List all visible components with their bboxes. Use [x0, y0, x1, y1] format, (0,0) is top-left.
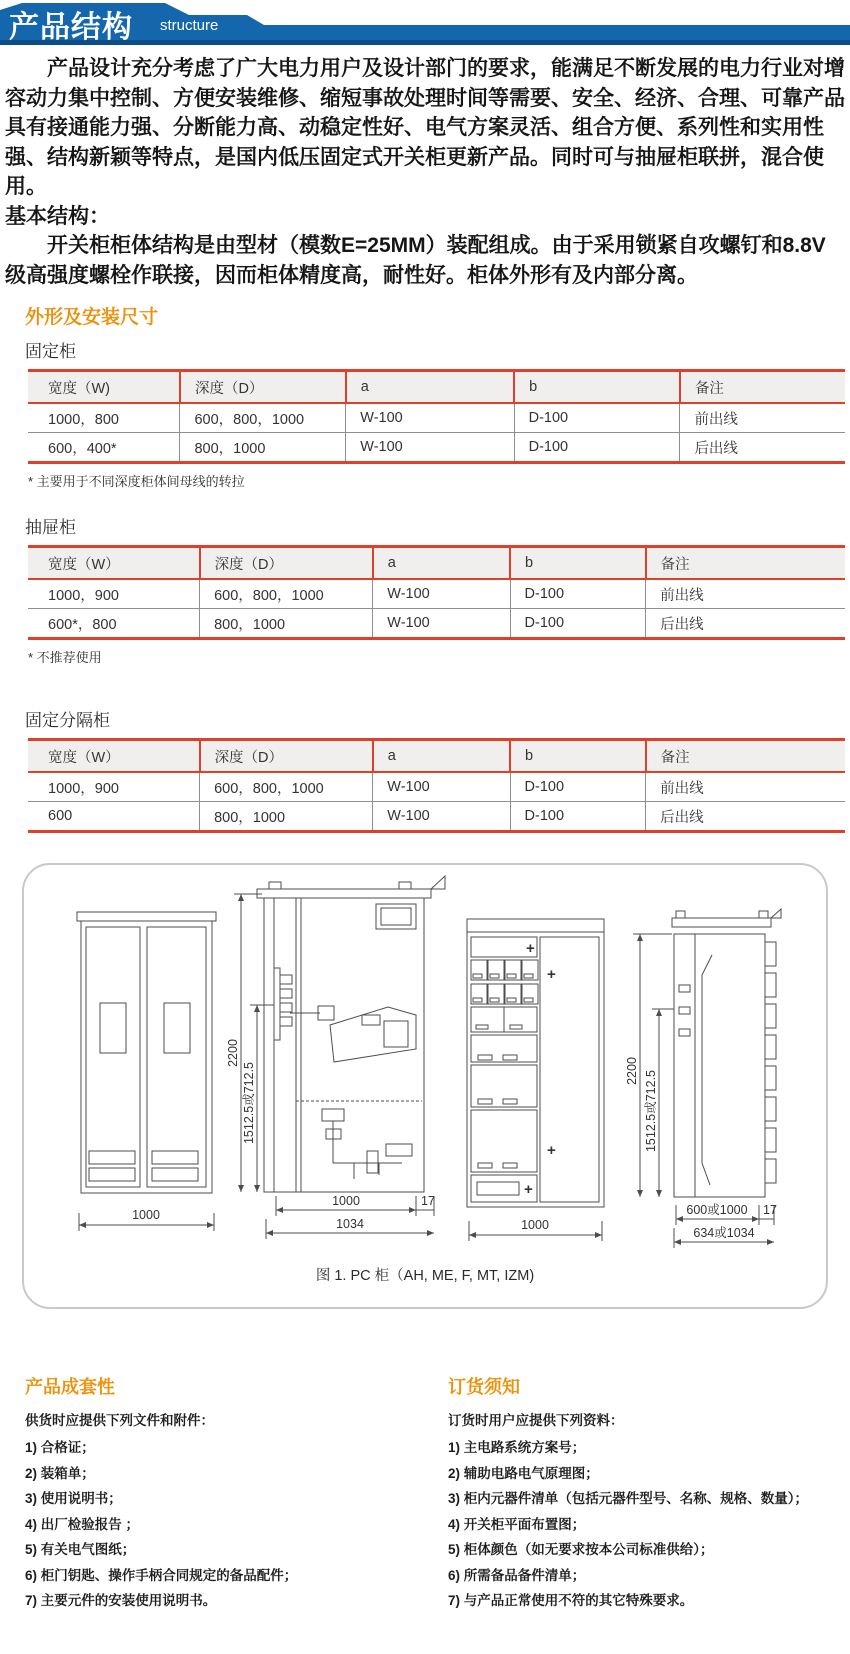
- table-cell: 后出线: [646, 802, 845, 832]
- product-completeness-intro: 供货时应提供下列文件和附件：: [25, 1413, 214, 1428]
- table-cell: 600*，800: [28, 609, 200, 639]
- table-header-cell: a: [373, 740, 510, 773]
- table-header-cell: a: [346, 371, 514, 404]
- basic-structure-label: 基本结构：: [5, 204, 110, 228]
- table-header-row: [28, 547, 845, 580]
- table-cell: 600，400*: [28, 433, 180, 463]
- bottom-sections: [25, 1375, 850, 1614]
- dim-side-height: 2200: [226, 1039, 240, 1067]
- partition-cabinet-title: 固定分隔柜: [25, 711, 110, 730]
- plus-mark: +: [547, 966, 556, 983]
- dim-side-inner-height: 1512.5或712.5: [242, 1061, 256, 1145]
- table-cell: D-100: [510, 579, 646, 609]
- plus-mark: +: [547, 1142, 556, 1159]
- list-item: 3) 柜内元器件清单（包括元器件型号、名称、规格、数量）；: [448, 1491, 809, 1506]
- intro-paragraph-1: 产品设计充分考虑了广大电力用户及设计部门的要求，能满足不断发展的电力行业对增容动力集中控制、方便安装维修、缩短事故处理时间等需要、安全、经济、合理、可靠产品具有接通能力强、分断能力高、动稳定性好、电气方案灵活、组合方便、系列性和实用性强、结构新颖等特点，是国内低压固定式开关柜更新产品。同时可与抽屉柜联拼，混合使用。: [5, 57, 845, 198]
- table-cell: D-100: [510, 772, 646, 802]
- table-cell: 1000，900: [28, 579, 200, 609]
- drawer-front-drawing: [467, 919, 604, 1241]
- table-cell: W-100: [373, 609, 510, 639]
- dim-side2-inner-height: 1512.5或712.5: [644, 1069, 658, 1153]
- dim-side-offset: 17: [421, 1194, 435, 1208]
- table-cell: 前出线: [646, 772, 845, 802]
- drawer-cabinet-title: 抽屉柜: [25, 518, 76, 537]
- product-completeness-list: [25, 1435, 448, 1614]
- table-header-row: [28, 740, 845, 773]
- list-item: 2) 辅助电路电气原理图；: [448, 1465, 599, 1481]
- plus-mark: +: [524, 1181, 533, 1198]
- dim-side-inner-width: 1000: [332, 1194, 360, 1208]
- table-row: [28, 772, 845, 802]
- plus-mark: +: [526, 940, 535, 957]
- table-header-row: [28, 371, 845, 404]
- table-header-cell: 宽度（W）: [28, 547, 200, 580]
- table-cell: D-100: [510, 802, 646, 832]
- list-item: 4) 出厂检验报告 ；: [25, 1516, 140, 1532]
- table-header-cell: b: [514, 371, 680, 404]
- page-header-banner: [0, 0, 850, 45]
- front-view-drawing: [77, 912, 216, 1231]
- table-header-cell: 深度（D）: [200, 740, 373, 773]
- table-cell: 600: [28, 802, 200, 832]
- list-item: 2) 装箱单；: [25, 1465, 95, 1481]
- table-cell: 800，1000: [180, 433, 346, 463]
- table-row: [28, 403, 845, 433]
- page-title: 产品结构: [9, 11, 133, 44]
- dim-side2-outer-width: 634或1034: [693, 1226, 755, 1240]
- table-cell: 1000，800: [28, 403, 180, 433]
- figure-caption: 图 1. PC 柜（AH, ME, F, MT, IZM): [315, 1268, 535, 1284]
- table-row: [28, 802, 845, 832]
- list-item: 5) 柜体颜色（如无要求按本公司标准供给）；: [448, 1542, 714, 1557]
- table-cell: 800，1000: [200, 802, 373, 832]
- table-header-cell: 备注: [680, 371, 845, 404]
- page-subtitle: structure: [160, 17, 219, 34]
- ordering-notes-section: [448, 1375, 850, 1614]
- table-cell: 前出线: [680, 403, 845, 433]
- fixed-cabinet-table: [28, 369, 845, 464]
- list-item: 4) 开关柜平面布置图；: [448, 1516, 586, 1532]
- table-header-cell: b: [510, 740, 646, 773]
- table-header-cell: a: [373, 547, 510, 580]
- figure-1-panel: [22, 863, 828, 1309]
- drawer-cabinet-table: [28, 545, 845, 640]
- list-item: 1) 合格证；: [25, 1440, 95, 1455]
- list-item: 1) 主电路系统方案号；: [448, 1440, 586, 1455]
- table-cell: W-100: [346, 433, 514, 463]
- table-cell: 800，1000: [200, 609, 373, 639]
- table-header-cell: 备注: [646, 547, 845, 580]
- table-cell: W-100: [373, 772, 510, 802]
- table-header-cell: 深度（D）: [180, 371, 346, 404]
- ordering-notes-list: [448, 1435, 850, 1614]
- ordering-notes-intro: 订货时用户应提供下列资料：: [448, 1413, 624, 1428]
- list-item: 6) 所需备品备件清单；: [448, 1567, 586, 1583]
- dim-side-outer-width: 1034: [336, 1217, 364, 1231]
- table-header-cell: 深度（D）: [200, 547, 373, 580]
- table-cell: 600，800，1000: [200, 579, 373, 609]
- table-row: [28, 609, 845, 639]
- table-cell: 后出线: [646, 609, 845, 639]
- table-header-cell: 备注: [646, 740, 845, 773]
- intro-section: [5, 54, 846, 290]
- cabinet-drawings: [24, 865, 826, 1307]
- fixed-cabinet-title: 固定柜: [25, 342, 76, 361]
- ordering-notes-heading: 订货须知: [448, 1377, 520, 1397]
- drawer-cabinet-footnote: * 不推荐使用: [28, 650, 102, 665]
- dim-side2-inner-width: 600或1000: [686, 1203, 748, 1217]
- dim-side2-height: 2200: [625, 1057, 639, 1085]
- dimensions-section-heading: 外形及安装尺寸: [25, 307, 159, 328]
- list-item: 7) 与产品正常使用不符的其它特殊要求。: [448, 1593, 694, 1608]
- table-cell: D-100: [514, 403, 680, 433]
- table-cell: 前出线: [646, 579, 845, 609]
- table-cell: D-100: [514, 433, 680, 463]
- dim-front-width: 1000: [132, 1208, 160, 1222]
- dim-side2-offset: 17: [763, 1203, 777, 1217]
- table-cell: 1000，900: [28, 772, 200, 802]
- table-row: [28, 579, 845, 609]
- table-cell: W-100: [373, 579, 510, 609]
- table-cell: D-100: [510, 609, 646, 639]
- list-item: 6) 柜门钥匙、操作手柄合同规定的备品配件；: [25, 1567, 298, 1583]
- list-item: 5) 有关电气图纸；: [25, 1542, 136, 1557]
- table-header-cell: 宽度（W）: [28, 740, 200, 773]
- side-section-drawing: [234, 876, 445, 1239]
- product-completeness-heading: 产品成套性: [25, 1377, 115, 1397]
- list-item: 7) 主要元件的安装使用说明书。: [25, 1593, 217, 1608]
- table-cell: W-100: [346, 403, 514, 433]
- table-header-cell: 宽度（W): [28, 371, 180, 404]
- product-completeness-section: [25, 1375, 448, 1614]
- table-cell: 后出线: [680, 433, 845, 463]
- partition-cabinet-table: [28, 738, 845, 833]
- intro-paragraph-2: 开关柜柜体结构是由型材（模数E=25MM）装配组成。由于采用锁紧自攻螺钉和8.8V级高强度螺栓作联接，因而柜体精度高，耐性好。柜体外形有及内部分离。: [5, 234, 826, 287]
- table-cell: W-100: [373, 802, 510, 832]
- table-row: [28, 433, 845, 463]
- table-header-cell: b: [510, 547, 646, 580]
- list-item: 3) 使用说明书；: [25, 1491, 122, 1506]
- dim-drawer-width: 1000: [521, 1218, 549, 1232]
- table-cell: 600，800，1000: [200, 772, 373, 802]
- fixed-cabinet-footnote: * 主要用于不同深度柜体间母线的转拉: [28, 474, 245, 489]
- table-cell: 600，800，1000: [180, 403, 346, 433]
